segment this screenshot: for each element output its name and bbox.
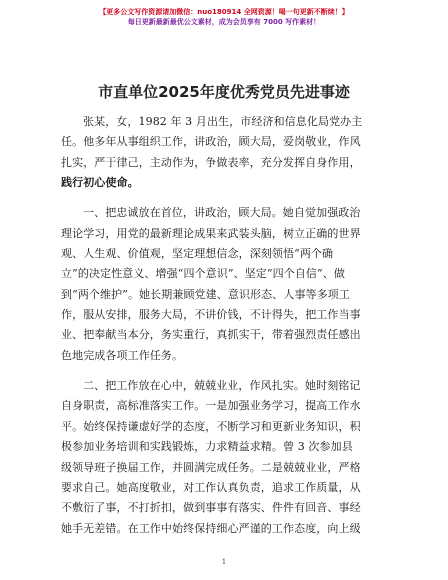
document-body: [61, 112, 389, 539]
text-line: 极参加业务培训和实践锻炼，力求精益求精。曾 3 次参加县: [61, 440, 353, 454]
text-line: 理论学习，用党的最新理论成果来武装头脑，树立正确的世界: [61, 226, 361, 240]
text-line: 张某，女，1982 年 3 月出生，市经济和信息化局党办主: [83, 115, 363, 128]
page-number: 1: [221, 558, 227, 566]
paragraph-3: [61, 376, 389, 539]
text-line: 级领导班子换届工作，并圆满完成任务。二是兢兢业业，严格: [61, 460, 361, 474]
text-line: 色地完成各项工作任务。: [61, 348, 184, 362]
document-title: 市直单位2025年度优秀党员先进事迹: [98, 83, 350, 101]
text-line: 不敷衍了事，不打折扣，做到事事有落实、件件有回音、事经: [61, 501, 361, 515]
text-line: 作，服从安排，服务大局，不讲价钱，不计得失，把工作当事: [61, 308, 361, 322]
text-line: 践行初心使命。: [61, 176, 139, 190]
text-line: 任。他多年从事组织工作，讲政治，顾大局，爱岗敬业，作风: [61, 135, 361, 149]
text-line: 立”的决定性意义、增强“四个意识”、坚定“四个自信”、做: [61, 267, 345, 281]
text-line: 业、把奉献当本分，务实重行，真抓实干，带着强烈责任感出: [61, 328, 361, 342]
banner-line-1: 【更多公文写作资源请加微信：nuo180914 全网资源！喝一句更新不断续！】: [99, 8, 349, 16]
paragraph-2: [61, 203, 389, 366]
text-line: 扎实，严于律己，主动作为，争做表率，充分发挥自身作用，: [61, 155, 361, 169]
banner-line-2: 每日更新最新最优公文素材，成为会员享有 7000 写作素材！: [127, 18, 321, 26]
text-line: 观、人生观、价值观，坚定理想信念，深刻领悟“两个确: [61, 247, 334, 261]
text-line: 她手无差错。在工作中始终保持细心严谨的工作态度，向上级: [61, 521, 361, 535]
text-line: 要求自己。她高度敬业，对工作认真负责，追求工作质量，从: [61, 480, 361, 494]
promo-banner: [0, 7, 448, 27]
text-line: 到“两个维护”。她长期兼顾党建、意识形态、人事等多项工: [61, 287, 350, 301]
text-line: 一、把忠诚放在首位，讲政治，顾大局。她自觉加强政治: [83, 206, 361, 220]
paragraph-1: [61, 112, 389, 193]
text-line: 自身职责，高标准落实工作。一是加强业务学习，提高工作水: [61, 399, 361, 413]
text-line: 平。始终保持谦虚好学的态度，不断学习和更新业务知识，积: [61, 419, 361, 433]
text-line: 二、把工作放在心中，兢兢业业，作风扎实。她时刻铭记: [83, 379, 361, 393]
